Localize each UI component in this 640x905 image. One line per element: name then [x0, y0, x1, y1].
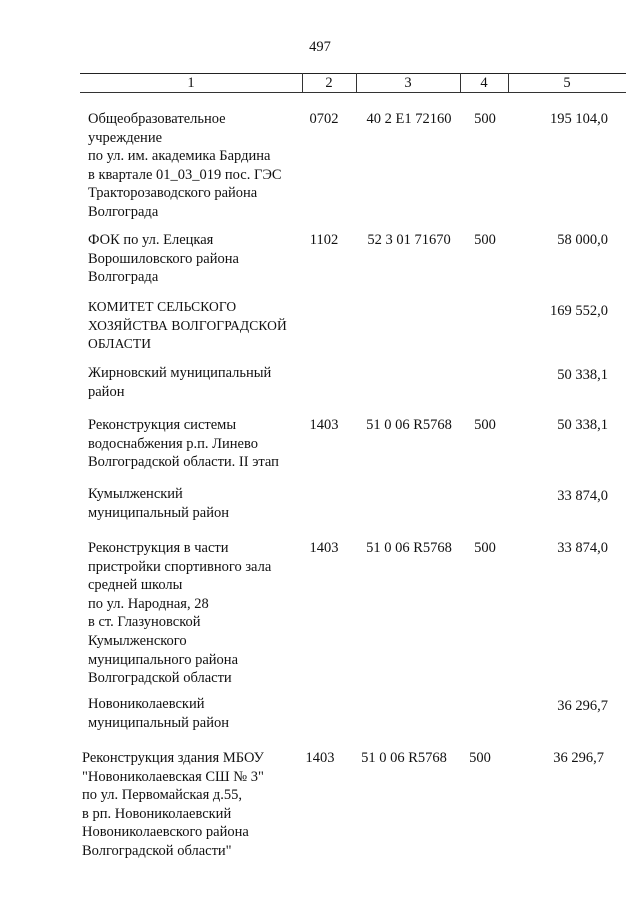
row-target-article: 51 0 06 R5768 — [366, 417, 452, 433]
row-name: Реконструкция системы водоснабжения р.п. Линево Волгоградской области. II этап — [88, 417, 279, 471]
row-amount: 58 000,0 — [557, 232, 608, 248]
row-expense-type: 500 — [474, 417, 496, 433]
row-amount: 169 552,0 — [550, 303, 608, 319]
row-amount: 195 104,0 — [550, 111, 608, 127]
row-amount: 33 874,0 — [557, 540, 608, 556]
row-section-code: 1102 — [309, 232, 339, 248]
row-name: Кумылженский муниципальный район — [88, 486, 229, 521]
row-expense-type: 500 — [474, 232, 496, 248]
row-amount: 36 296,7 — [553, 750, 604, 766]
row-section-code: 1403 — [305, 750, 335, 766]
row-target-article: 51 0 06 R5768 — [366, 540, 452, 556]
row-target-article: 51 0 06 R5768 — [361, 750, 447, 766]
row-expense-type: 500 — [469, 750, 491, 766]
row-target-article: 40 2 Е1 72160 — [366, 111, 452, 127]
row-name: Общеобразовательное учреждение по ул. им. академика Бардина в квартале 01_03_019 пос. ГЭС Тракторозаводского района Волгограда — [88, 111, 282, 220]
row-section-code: 0702 — [309, 111, 339, 127]
row-section-code: 1403 — [309, 540, 339, 556]
header-col-1: 1 — [187, 75, 195, 91]
header-bottom-rule — [80, 92, 626, 93]
row-section-code: 1403 — [309, 417, 339, 433]
table-header — [80, 73, 626, 93]
row-name: Жирновский муниципальный район — [88, 365, 272, 400]
row-amount: 33 874,0 — [557, 488, 608, 504]
header-col-2: 2 — [325, 75, 333, 91]
row-amount: 36 296,7 — [557, 698, 608, 714]
row-name: ФОК по ул. Елецкая Ворошиловского района Волгограда — [88, 232, 239, 286]
row-name: КОМИТЕТ СЕЛЬСКОГО ХОЗЯЙСТВА ВОЛГОГРАДСКОЙ ОБЛАСТИ — [88, 299, 287, 352]
header-col-3: 3 — [404, 75, 412, 91]
row-expense-type: 500 — [474, 111, 496, 127]
header-col-5: 5 — [563, 75, 571, 91]
header-col-4: 4 — [480, 75, 488, 91]
row-target-article: 52 3 01 71670 — [367, 232, 451, 248]
page-number: 497 — [309, 39, 331, 55]
row-amount: 50 338,1 — [557, 417, 608, 433]
row-expense-type: 500 — [474, 540, 496, 556]
row-name: Реконструкция в части пристройки спортивного зала средней школы по ул. Народная, 28 в ст. Глазуновской Кумылженского муниципального района Волгоградской области — [88, 540, 272, 687]
row-amount: 50 338,1 — [557, 367, 608, 383]
row-name: Реконструкция здания МБОУ "Новониколаевская СШ № 3" по ул. Первомайская д.55, в рп. Новониколаевский Новониколаевского района Волгоградской области" — [82, 750, 264, 859]
row-name: Новониколаевский муниципальный район — [88, 696, 229, 731]
